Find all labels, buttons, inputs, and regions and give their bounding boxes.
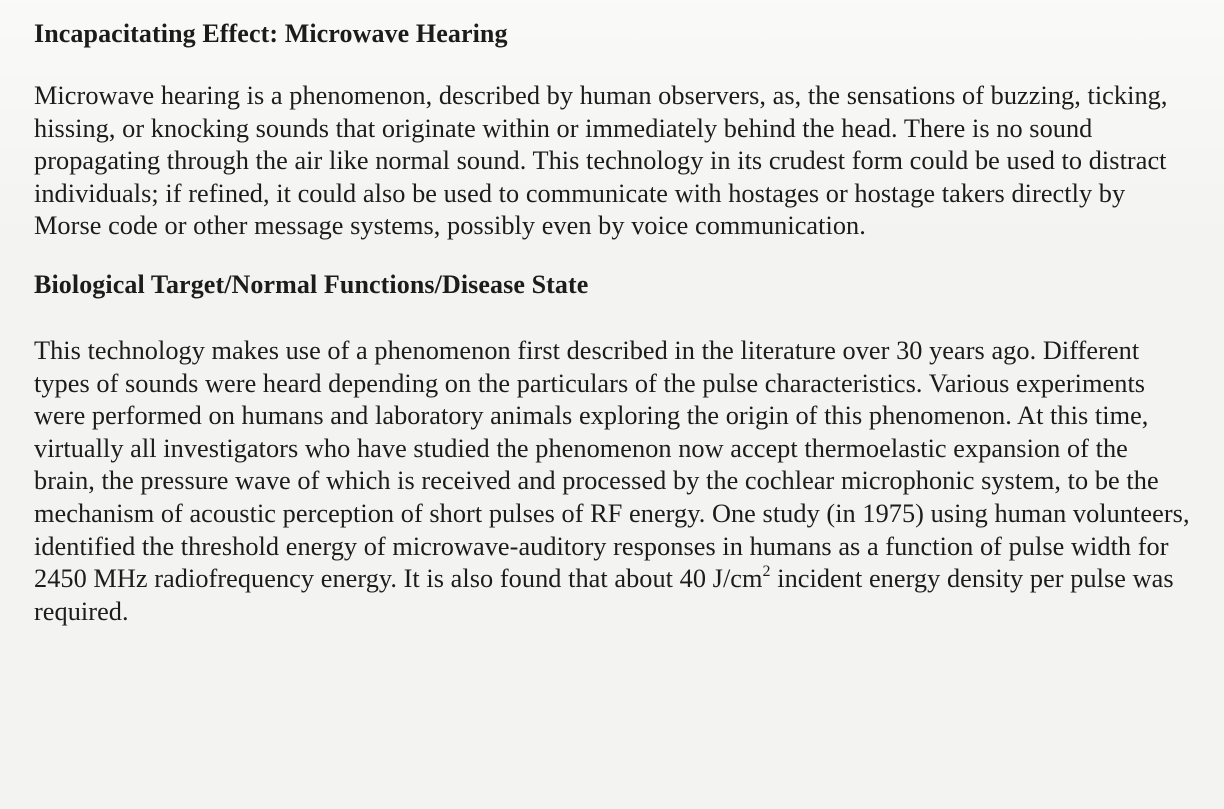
paragraph-biological-target-tail: incident energy density per pulse was required. [34,564,1174,626]
section-heading-microwave-hearing: Incapacitating Effect: Microwave Hearing [34,19,508,48]
paragraph-biological-target-main: This technology makes use of a phenomenon first described in the literature over 30 years ago. Different types of sounds were heard depending on the particulars of the pulse characteristics. Various experiments were performed on humans and laboratory animals exploring the origin of this phenomenon. At this time, virtually all investigators who have studied the phenomenon now accept thermoelastic expansion of the brain, the pressure wave of which is received and processed by the cochlear microphonic system, to be the mechanism of acoustic perception of short pulses of RF energy. One study (in 1975) using human volunteers, identified the threshold energy of microwave-auditory responses in humans as a function of pulse width for 2450 MHz radiofrequency energy. It is also found that about 40 J/cm [34,335,1190,594]
superscript-squared: 2 [762,562,771,580]
section-heading-biological-target: Biological Target/Normal Functions/Disease State [34,269,589,299]
paragraph-microwave-hearing: Microwave hearing is a phenomenon, described by human observers, as, the sensations of buzzing, ticking, hissing, or knocking sounds that originate within or immediately behind the head. There is no sound propagating through the air like normal sound. This technology in its crudest form could be used to distract individuals; if refined, it could also be used to communicate with hostages or hostage takers directly by Morse code or other message systems, possibly even by voice communication. [34,81,1168,241]
paragraph-biological-target [34,335,1194,628]
